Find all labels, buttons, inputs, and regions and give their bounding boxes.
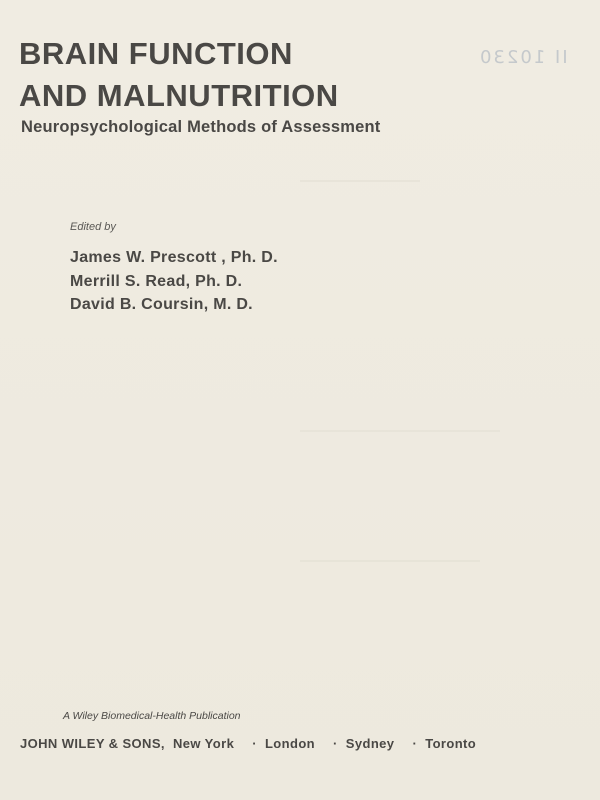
series-label: A Wiley Biomedical-Health Publication — [63, 710, 241, 722]
city: Sydney — [345, 736, 395, 751]
separator-dot: · — [252, 736, 257, 751]
separator-dot: · — [333, 736, 338, 751]
bleed-through-line — [300, 430, 500, 432]
city: Toronto — [425, 736, 477, 751]
editor-name: James W. Prescott , Ph. D. — [70, 249, 278, 266]
city: London — [264, 736, 316, 751]
library-stamp: II 10230 — [478, 47, 568, 68]
book-title-line-2: AND MALNUTRITION — [19, 78, 339, 113]
publisher-name: JOHN WILEY & SONS, — [20, 736, 165, 751]
book-subtitle: Neuropsychological Methods of Assessment — [21, 118, 381, 136]
separator-dot: · — [412, 736, 418, 751]
book-title-line-1: BRAIN FUNCTION — [19, 36, 293, 71]
editor-name: David B. Coursin, M. D. — [70, 296, 253, 313]
bleed-through-line — [300, 560, 480, 562]
city: New York — [172, 736, 235, 751]
bleed-through-line — [300, 180, 420, 182]
publisher-line — [20, 736, 480, 751]
edited-by-label: Edited by — [70, 221, 116, 233]
editor-name: Merrill S. Read, Ph. D. — [70, 273, 243, 290]
